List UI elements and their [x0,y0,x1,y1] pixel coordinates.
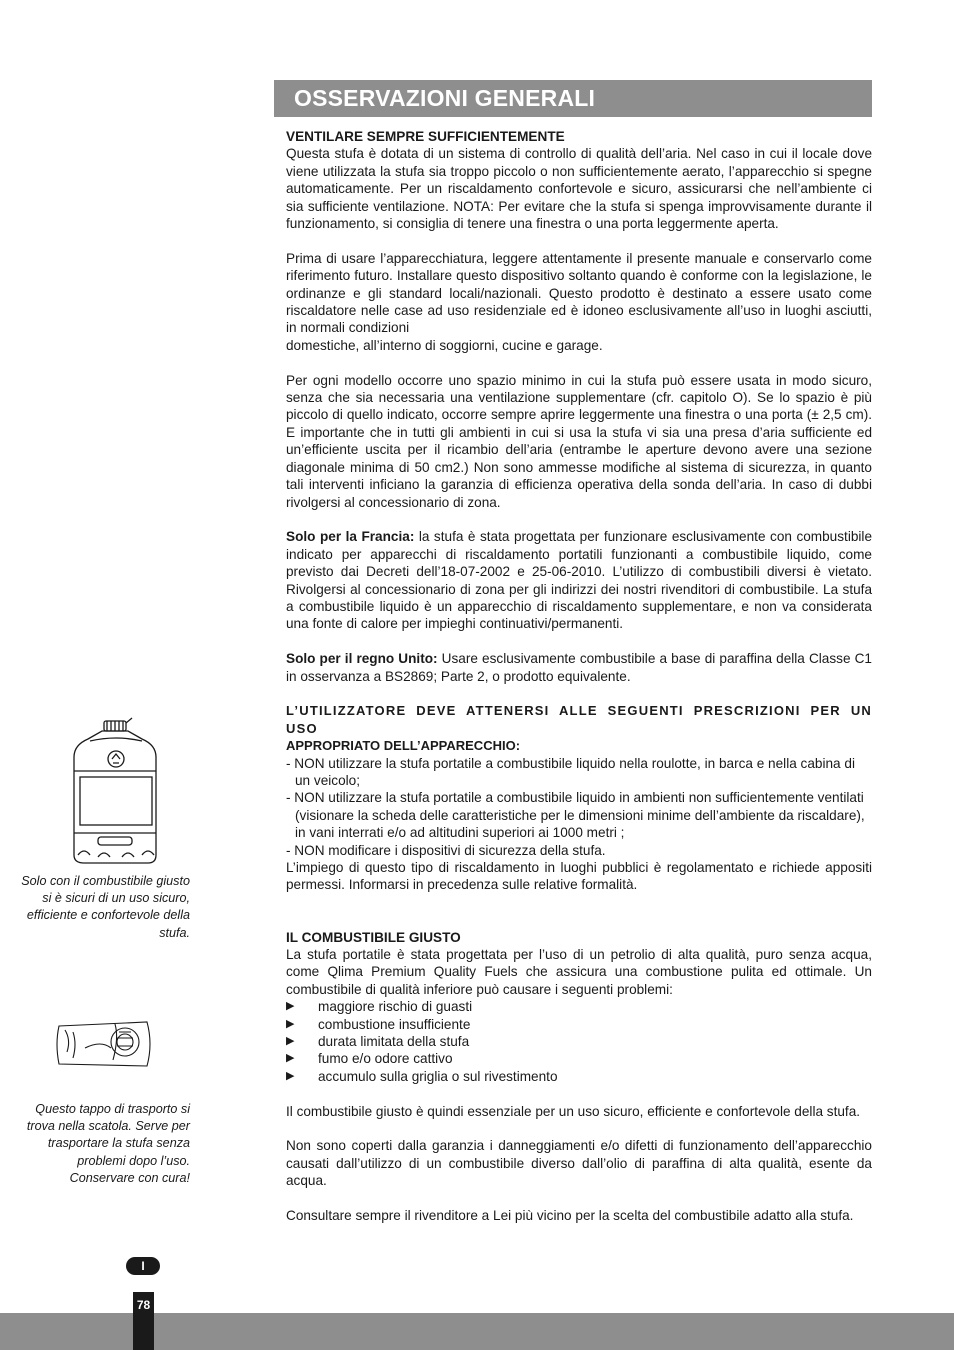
fuel-dealer: Consultare sempre il rivenditore a Lei più vicino per la scelta del combustibile adatto alla stufa. [286,1208,854,1224]
list-item: - NON modificare i dispositivi di sicurezza della stufa. [286,842,606,858]
fuel-intro: La stufa portatile è stata progettata per l’uso di un petrolio di alta qualità, puro senza acqua, come Qlima Premium Quality Fuels che assicura una combustione pulita ed ottimale. Un combustibile di qualità inferiore può causare i seguenti problemi: [286,946,872,997]
user-rules-heading-line2: APPROPRIATO DELL’APPARECCHIO: [286,738,521,754]
user-rules-heading-line1: L’UTILIZZATORE DEVE ATTENERSI ALLE SEGUENTI PRESCRIZIONI PER UN USO [286,703,872,736]
caption-fuel: Solo con il combustibile giusto si è sicuri di un uso sicuro, efficiente e confortevole della stufa. [21,874,190,940]
ventilation-heading: VENTILARE SEMPRE SUFFICIENTEMENTE [286,129,565,144]
caption-transport-cap: Questo tappo di trasporto si trova nella scatola. Serve per trasportare la stufa senza problemi dopo l’uso. Conservare con cura! [26,1102,190,1185]
uk-text: Usare esclusivamente combustibile a base di paraffina della Classe C1 in osservanza a BS2869; Parte 2, o prodotto equivalente. [286,651,872,684]
user-rules-block [286,702,872,893]
list-item: ▶ maggiore rischio di guasti [286,999,473,1015]
uk-label: Solo per il regno Unito: [286,651,438,667]
arrow-bullet-icon: ▶ [286,1000,295,1013]
main-content [286,128,872,1242]
list-item: ▶ combustione insufficiente [286,1016,471,1032]
arrow-bullet-icon: ▶ [286,1069,295,1082]
list-item: ▶ durata limitata della stufa [286,1034,470,1050]
ventilation-paragraph-2: Prima di usare l’apparecchiatura, leggere attentamente il presente manuale e conservarlo come riferimento futuro. Installare questo dispositivo soltanto quando è conforme con la legislazione, le ordinanze e gli standard locali/nazionali. Questo prodotto è destinato a essere usato come riscaldatore nelle case ad uso residenziale ed è idoneo esclusivamente all’uso in luoghi asciutti, in normali condizioni [286,250,872,336]
section-title-bar [274,80,872,117]
fuel-heading: IL COMBUSTIBILE GIUSTO [286,929,461,945]
fuel-jerrycan-icon [66,715,166,867]
france-label: Solo per la Francia: [286,529,415,545]
language-badge: I [126,1257,160,1275]
page-number: 78 [133,1292,154,1350]
france-text: la stufa è stata progettata per funzionare esclusivamente con combustibile indicato per apparecchi di riscaldamento portatili funzionanti a combustibile liquido, come previsto dai Decreti dell’18-07-2002 e 25-06-2010. L’utilizzo di combustibili diversi è vietato. Rivolgersi al concessionario di zona per gli indirizzi dei nostri rivenditori di combustibile. La stufa a combustibile liquido è un apparecchio di riscaldamento supplementare, e non va considerata una fonte di calore per impieghi continuativi/permanenti. [286,529,872,632]
fuel-warranty: Non sono coperti dalla garanzia i danneggiamenti e/o difetti di funzionamento dell’apparecchio causati dall’utilizzo di un combustibile diverso dall’olio di paraffina di alta qualità, esente da acqua. [286,1138,872,1189]
user-rules-closing: L’impiego di questo tipo di riscaldamento in luoghi pubblici è regolamentato e richiede appositi permessi. Informarsi in precedenza sulle relative formalità. [286,859,872,893]
ventilation-paragraph-1: Questa stufa è dotata di un sistema di controllo di qualità dell’aria. Nel caso in cui il locale dove viene utilizzata la stufa sia troppo piccolo o non sufficientemente aerato, l’apparecchio si spegne automaticamente. Per un riscaldamento confortevole e sicuro, assicurarsi che nell’ambiente ci sia sufficiente ventilazione. NOTA: Per evitare che la stufa si spenga improvvisamente durante il funzionamento, si consiglia di tenere una finestra o una porta leggermente aperta. [286,146,872,232]
arrow-bullet-icon: ▶ [286,1052,295,1065]
user-rules-list [286,755,872,859]
transport-cap-icon [55,1018,155,1070]
arrow-bullet-icon: ▶ [286,1017,295,1030]
list-item: - NON utilizzare la stufa portatile a combustibile liquido nella roulotte, in barca e nella cabina di un veicolo; [286,755,855,788]
list-item: - NON utilizzare la stufa portatile a combustibile liquido in ambienti non sufficientemente ventilati (visionare la scheda delle caratteristiche per le dimensioni minime dell’ambiente da riscaldare), in vani interrati e/o ad altitudini superiori ai 1000 metri ; [286,790,865,841]
page-title: OSSERVAZIONI GENERALI [294,85,596,111]
list-item: ▶ fumo e/o odore cattivo [286,1051,453,1067]
ventilation-paragraph-2b: domestiche, all’interno di soggiorni, cucine e garage. [286,337,603,353]
fuel-problems-list [286,998,872,1085]
ventilation-paragraph-3: Per ogni modello occorre uno spazio minimo in cui la stufa può essere usata in modo sicuro, senza che sia necessaria una ventilazione supplementare (cfr. capitolo O). Se lo spazio è più piccolo di quello indicato, occorre sempre aprire leggermente una finestra o una porta (± 2,5 cm). E importante che in tutti gli ambienti in cui si usa la stufa vi sia una presa d’aria sufficiente ed un’efficiente uscita per il ricambio dell’aria (entrambe le aperture devono avere una sezione diagonale minima di 50 cm2.) Non sono ammesse modifiche al sistema di sicurezza, in quanto tali interventi inficiano la garanzia di efficienza operativa della sonda dell’aria. In caso di dubbi rivolgersi al concessionario di zona. [286,372,872,510]
fuel-essential: Il combustibile giusto è quindi essenziale per un uso sicuro, efficiente e confortevole della stufa. [286,1103,861,1119]
arrow-bullet-icon: ▶ [286,1035,295,1048]
list-item: ▶ accumulo sulla griglia o sul rivestimento [286,1068,558,1084]
